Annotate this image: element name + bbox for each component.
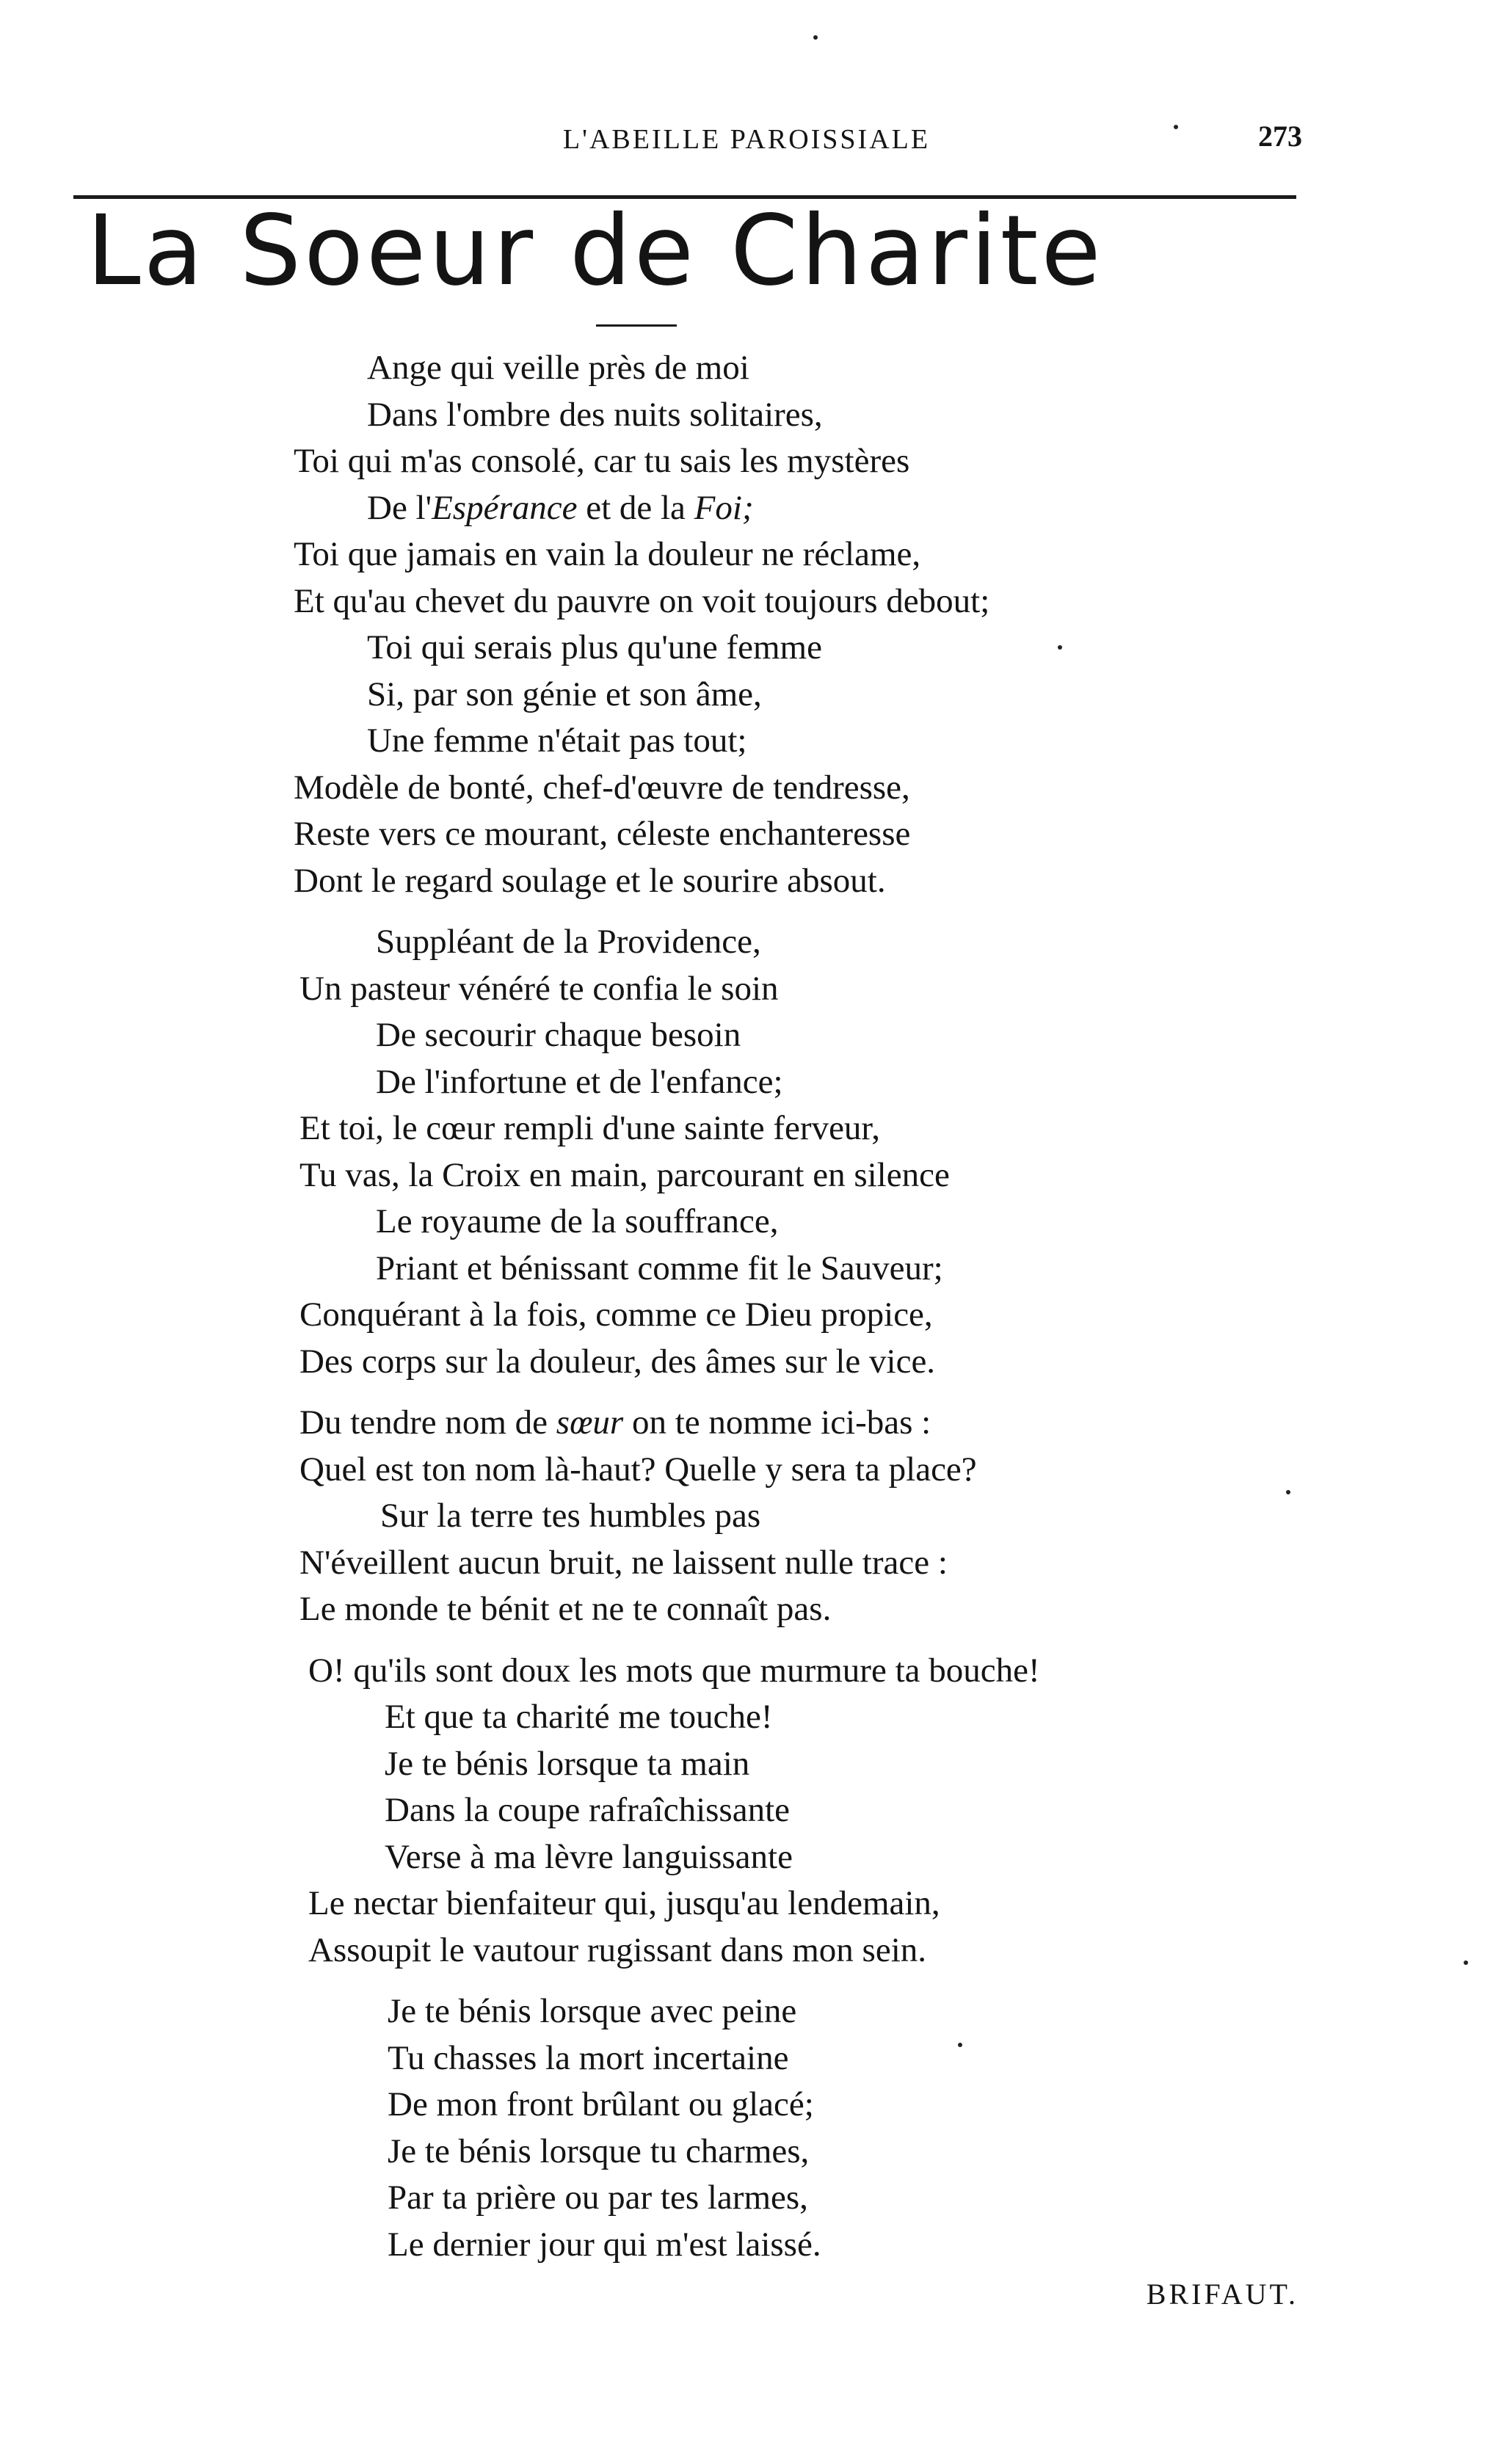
- poem-line: [0, 1988, 1040, 2035]
- poem-line: [0, 1927, 1040, 1974]
- poem-line: [0, 1741, 1040, 1788]
- line-text: Et qu'au chevet du pauvre on voit toujours debout;: [294, 581, 990, 620]
- poem-line: [0, 1152, 1040, 1199]
- title-rule: [596, 324, 677, 327]
- poem-line: [0, 2175, 1040, 2222]
- line-text: Et que ta charité me touche!: [385, 1698, 773, 1736]
- poem-line: [0, 811, 1040, 858]
- line-text: Toi que jamais en vain la douleur ne réclame,: [294, 535, 921, 573]
- line-text: Une femme n'était pas tout;: [367, 722, 747, 760]
- print-speck: [813, 35, 818, 40]
- poem-body: [0, 345, 1040, 2283]
- stanza: [0, 345, 1040, 904]
- line-text: De l': [367, 488, 432, 527]
- poem-line: [0, 1540, 1040, 1587]
- line-text: Et toi, le cœur rempli d'une sainte ferveur,: [299, 1109, 880, 1147]
- print-speck: [1464, 1960, 1468, 1965]
- poem-line: [0, 392, 1040, 439]
- line-text: De mon front brûlant ou glacé;: [388, 2085, 814, 2123]
- stanza: [0, 919, 1040, 1385]
- line-text: Par ta prière ou par tes larmes,: [388, 2178, 808, 2217]
- line-text: Verse à ma lèvre languissante: [385, 1837, 793, 1876]
- poem-line: [0, 765, 1040, 812]
- line-text: Le monde te bénit et ne te connaît pas.: [299, 1590, 832, 1628]
- line-text: Modèle de bonté, chef-d'œuvre de tendresse,: [294, 768, 910, 807]
- line-text: De secourir chaque besoin: [376, 1016, 741, 1054]
- poem-line: [0, 2129, 1040, 2176]
- line-text: Priant et bénissant comme fit le Sauveur;: [376, 1249, 943, 1287]
- page-number: 273: [1258, 120, 1302, 153]
- poem-line: [0, 531, 1040, 578]
- line-text: Suppléant de la Providence,: [376, 923, 761, 961]
- line-text: N'éveillent aucun bruit, ne laissent nulle trace :: [299, 1543, 948, 1582]
- poem-line: [0, 919, 1040, 966]
- print-speck: [1058, 645, 1062, 650]
- poem-line: [0, 345, 1040, 392]
- line-text: Du tendre nom de: [299, 1403, 556, 1442]
- poem-line: [0, 1292, 1040, 1339]
- stanza: [0, 1400, 1040, 1633]
- poem-line: [0, 625, 1040, 672]
- poem-title: La Soeur de Charite: [87, 195, 1104, 308]
- line-text: Dont le regard soulage et le sourire absout.: [294, 861, 886, 900]
- line-text: Des corps sur la douleur, des âmes sur le vice.: [299, 1342, 936, 1381]
- poem-line: [0, 1012, 1040, 1059]
- line-text: Toi qui serais plus qu'une femme: [367, 628, 822, 666]
- poem-line: [0, 485, 1040, 532]
- stanza: [0, 1988, 1040, 2268]
- poem-line: [0, 1834, 1040, 1881]
- line-text: De l'infortune et de l'enfance;: [376, 1062, 783, 1101]
- line-text: et de la: [577, 488, 694, 527]
- line-text: Sur la terre tes humbles pas: [380, 1497, 761, 1535]
- poem-line: [0, 2222, 1040, 2269]
- poem-line: [0, 1400, 1040, 1447]
- poem-line: [0, 1339, 1040, 1386]
- poem-line: [0, 1648, 1040, 1695]
- line-text: Je te bénis lorsque avec peine: [388, 1992, 797, 2030]
- poem-line: [0, 1059, 1040, 1106]
- poem-line: [0, 2082, 1040, 2129]
- line-text: O! qu'ils sont doux les mots que murmure ta bouche!: [308, 1651, 1040, 1690]
- line-text: Je te bénis lorsque ta main: [385, 1744, 750, 1783]
- line-text: Le nectar bienfaiteur qui, jusqu'au lendemain,: [308, 1884, 940, 1922]
- line-text: Le dernier jour qui m'est laissé.: [388, 2225, 821, 2264]
- line-text: Le royaume de la souffrance,: [376, 1202, 779, 1240]
- line-emphasis: sœur: [556, 1403, 624, 1442]
- line-text: Reste vers ce mourant, céleste enchanteresse: [294, 815, 911, 853]
- print-speck: [1286, 1490, 1290, 1494]
- poem-line: [0, 1105, 1040, 1152]
- poem-line: [0, 1199, 1040, 1246]
- poem-line: [0, 1493, 1040, 1540]
- line-emphasis: Espérance: [432, 488, 578, 527]
- poem-line: [0, 1787, 1040, 1834]
- poem-line: [0, 438, 1040, 485]
- line-text: Toi qui m'as consolé, car tu sais les mystères: [294, 442, 910, 480]
- print-speck: [1174, 125, 1178, 129]
- running-title: L'ABEILLE PAROISSIALE: [562, 124, 931, 155]
- line-text: Je te bénis lorsque tu charmes,: [388, 2132, 810, 2170]
- line-text: Ange qui veille près de moi: [367, 349, 749, 387]
- poem-line: [0, 1246, 1040, 1293]
- stanza: [0, 1648, 1040, 1974]
- poem-line: [0, 966, 1040, 1013]
- print-speck: [958, 2043, 962, 2047]
- line-emphasis: Foi;: [694, 488, 754, 527]
- line-text: Conquérant à la fois, comme ce Dieu propice,: [299, 1295, 933, 1334]
- line-text: Tu vas, la Croix en main, parcourant en silence: [299, 1155, 950, 1194]
- poem-line: [0, 1586, 1040, 1633]
- poem-line: [0, 858, 1040, 905]
- poem-author: BRIFAUT.: [1146, 2278, 1298, 2311]
- line-text: on te nomme ici-bas :: [623, 1403, 931, 1442]
- poem-line: [0, 718, 1040, 765]
- poem-line: [0, 1447, 1040, 1494]
- poem-line: [0, 672, 1040, 719]
- line-text: Dans l'ombre des nuits solitaires,: [367, 395, 823, 434]
- line-text: Tu chasses la mort incertaine: [388, 2038, 789, 2077]
- poem-line: [0, 578, 1040, 625]
- line-text: Quel est ton nom là-haut? Quelle y sera ta place?: [299, 1450, 977, 1489]
- line-text: Dans la coupe rafraîchissante: [385, 1791, 790, 1829]
- poem-line: [0, 1880, 1040, 1927]
- line-text: Assoupit le vautour rugissant dans mon sein.: [308, 1930, 927, 1969]
- poem-line: [0, 2035, 1040, 2082]
- line-text: Un pasteur vénéré te confia le soin: [299, 969, 779, 1008]
- poem-line: [0, 1694, 1040, 1741]
- line-text: Si, par son génie et son âme,: [367, 675, 762, 713]
